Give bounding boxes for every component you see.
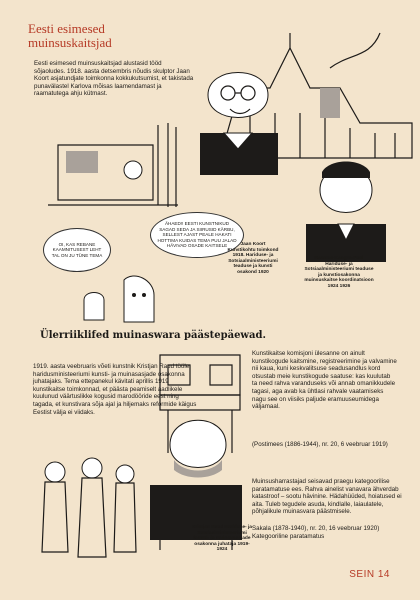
animal-figures-illustration xyxy=(74,270,164,325)
paragraph-collectors: Muinsusharrastajad seisavad praegu kategoorilise paratamatuse ees. Rahva ainelist vanavara ähverdab katastroof – sootu hävinine. Hädahüüded, hoiatused ei aita. Tuleb tegudele asuda, kindlalle, laiaulatele, põhjalikule muinasvara päästmisele. xyxy=(252,478,402,516)
caption-rasmus-kangro: Rasmus Kangro-Pool Hariduse- ja Sotsiaalministeeriumi teaduse ja kunstiosakonna muinsuskaitse koordinatsioon 1924 1926 xyxy=(304,256,374,289)
gothic-heading: Ülerriiklifed muinaswara päästepäewad. xyxy=(40,330,266,341)
soldiers-group-illustration xyxy=(30,452,142,572)
paragraph-commission: Kunstikaitse komisjoni ülesanne on ainult kunstikogude kaitsmine, registreerimine ja valvamine nii kaua, kuni keskvalitsuse seadusandlus kord otsustab meie kunstikogude saatuse: kas kuulutab ta need rahva varanduseks või annab omanikkudele tagasi, aga avab ka ühtlasi rahvale vaatamiseks nagu see on viisiks paljude eramuuseumidega väljamaal. xyxy=(252,350,397,411)
wall-number: SEIN 14 xyxy=(349,569,390,580)
page-title: Eesti esimesed muinsuskaitsjad xyxy=(28,21,112,50)
speech-bubble: OI, KAS REBANE KAAMNITUSEST LEHT TAL ON JU TÜNE TEMA xyxy=(43,228,111,272)
soldiers-and-crates-illustration xyxy=(38,115,183,210)
source-postimees: (Postimees (1886-1944), nr. 20, 6 veebruar 1919) xyxy=(252,441,388,448)
source-sakala: Sakala (1878-1940), nr. 20, 16 veebruar 1920) Kategooriline paratamatus xyxy=(252,525,380,540)
rasmus-kangro-pool-portrait xyxy=(300,150,392,262)
caption-jaan-koort: Jaan Koort Kunstikohtu toimkond 1918. Hariduse- ja Sotsiaalministeeriumi teaduse ja kunsti osakond 1920 xyxy=(227,242,279,275)
speech-bubble: ÄHAED!! EESTI KUNSTNIKUD SAGAD SEDA JA SIIRUSID KÄRBU, SELLEST AJAST PEALE HAKATI HOTTIMA KUIDAS TEMA PUU JALAD HÄVIVAD OSADE KAITSELE xyxy=(150,212,244,258)
paragraph-raud: 1919. aasta veebruaris võeti kunstnik Kristjan Raud tööle haridusministeeriumi kunsti- ja muinasasjade osakonna juhatajaks. Tema ettepanekul kävitati aprillis 1919 kunstikaitse toimkonnad, et päästa peamiselt aadlikele kuulunud väärtuslikke kogusid marodööride eest ning tagada, et kunstivara sõja ajal ja hiljemaks reformide käigus Eestist välja ei viidaks. xyxy=(33,363,197,416)
jaan-koort-portrait xyxy=(190,55,288,175)
intro-text: Eesti esimesed muinsuskaitsjad alustasid tööd sõjaoludes. 1918. aasta detsembris nõudis skulptor Jaan Koort asjatundjate toimkonna kokkukutsumist, et takistada punavälastel Karlova mõisas laamendamast ja raamatutega ahju kütmast. xyxy=(34,60,194,98)
caption-kristjan-raud: Kristjan Raud Hariduse- ja Sotsiaalministeeriumi kunsti- ja muinsusasjade osakonna juhataja 1919-1924 xyxy=(192,525,252,553)
